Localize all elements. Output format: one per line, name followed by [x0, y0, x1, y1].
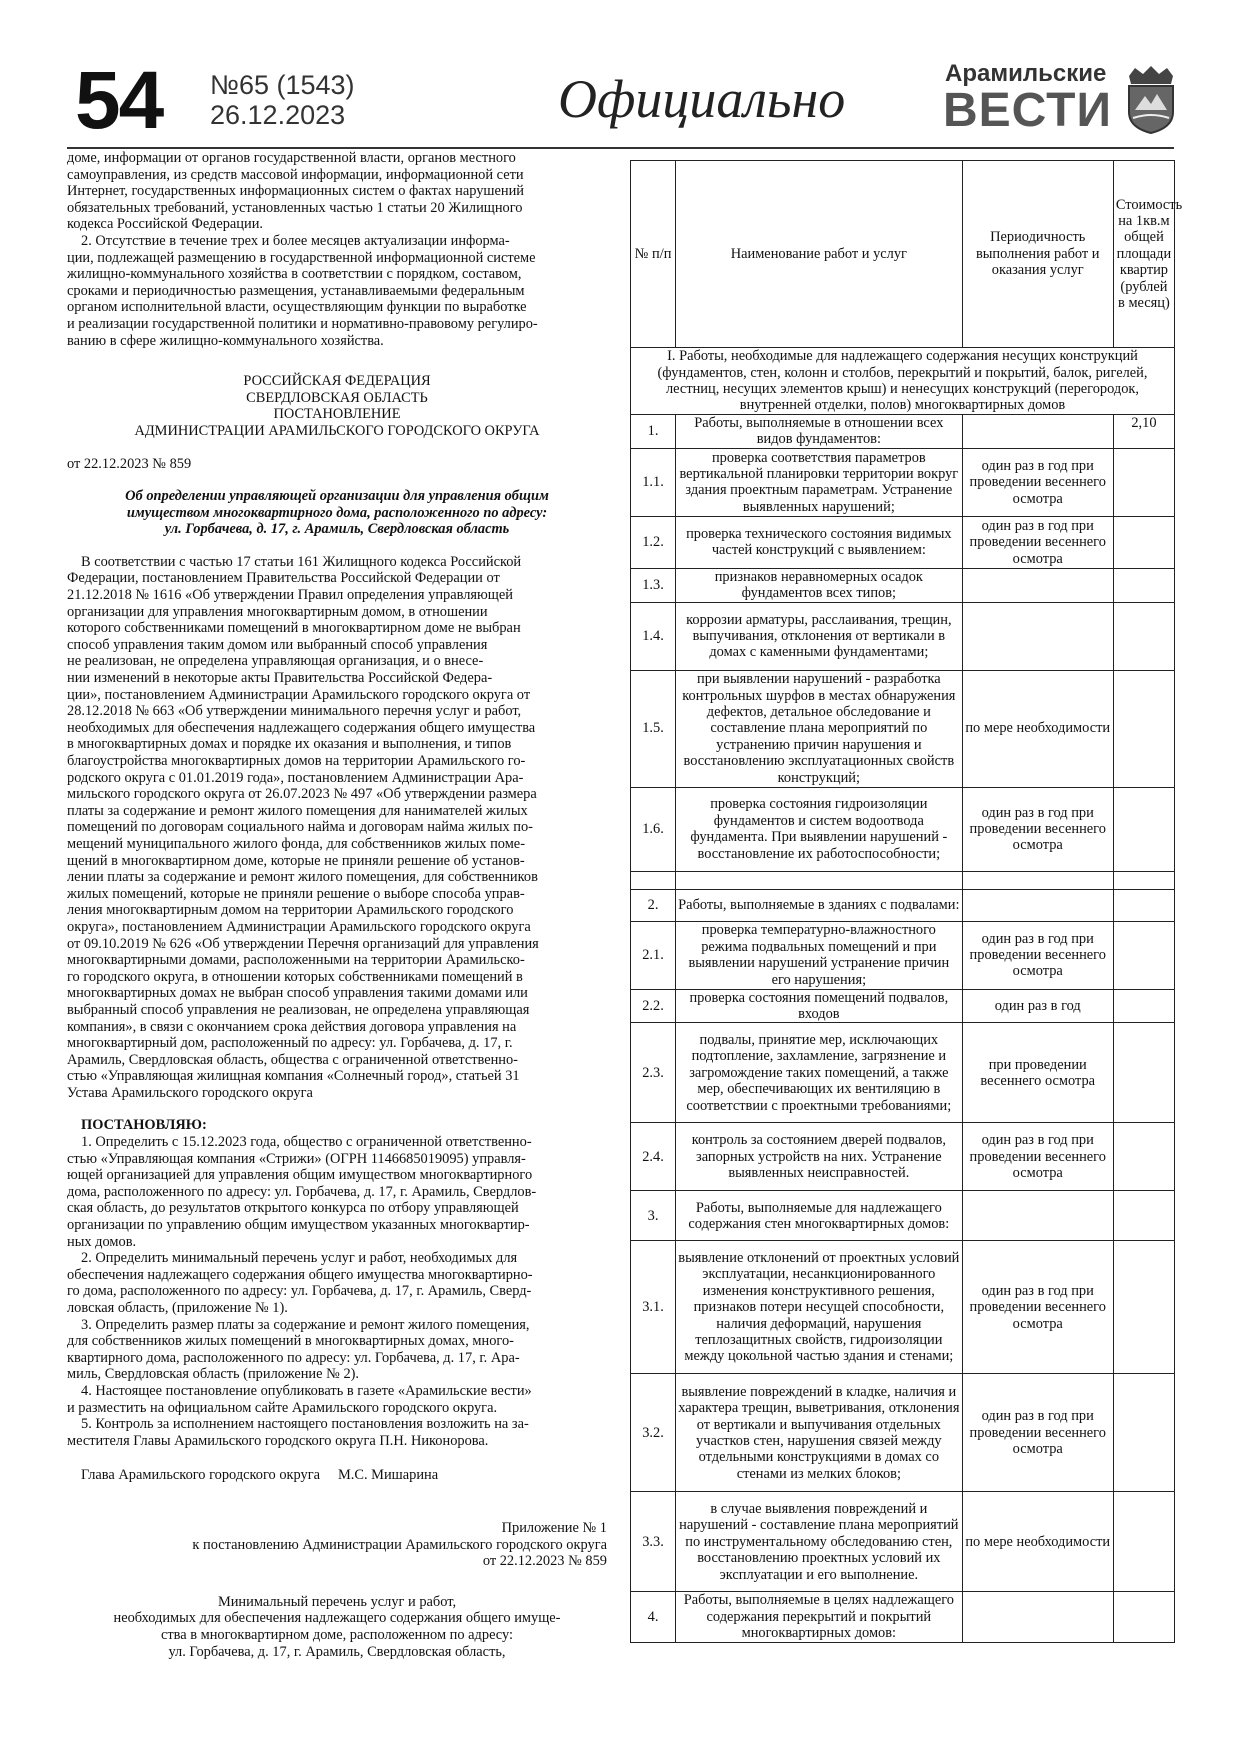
text-line: органом исполнительной власти, осуществляющим функции по выработке: [67, 299, 527, 316]
text-line: ции, подлежащей размещению в государственной информационной системе: [67, 249, 536, 266]
brand-name-top: Арамильские: [945, 60, 1107, 87]
row-name: при выявлении нарушений - разработка контрольных шурфов в местах обнаружения дефектов, детальное обследование и составление плана мероприятий по устранению причин нарушения и восстановлению эксплуатационных свойств конструкций;: [676, 670, 963, 787]
appendix-line: Приложение № 1: [501, 1519, 607, 1536]
text-line: благоустройства многоквартирных домов на территории Арамильского го-: [67, 753, 526, 769]
text-line: ющей организацией для управления общим имуществом многоквартирного: [67, 1167, 533, 1184]
clause-2: [67, 233, 607, 349]
text-line: обязательных требований, установленных частью 1 статьи 20 Жилищного: [67, 199, 523, 216]
heading-line: РОССИЙСКАЯ ФЕДЕРАЦИЯ: [243, 373, 431, 390]
header-cost: Стоимость на 1кв.м общей площади квартир (рублей в месяц): [1113, 161, 1174, 348]
text-line: го дома, расположенного по адресу: ул. Горбачева, д. 17, г. Арамиль, Сверд-: [67, 1283, 532, 1300]
issue-date: 26.12.2023: [210, 100, 346, 130]
issue-number: №65 (1543): [210, 70, 355, 100]
table-row: [631, 1374, 1175, 1492]
row-num: 1.: [631, 415, 676, 449]
text-line: необходимых для обеспечения надлежащего содержания общего имущества: [67, 719, 536, 736]
row-num: 1.4.: [631, 602, 676, 670]
table-row: [631, 670, 1175, 787]
heading-line: СВЕРДЛОВСКАЯ ОБЛАСТЬ: [246, 389, 428, 406]
row-num: 3.2.: [631, 1374, 676, 1492]
section-title-cell: I. Работы, необходимые для надлежащего содержания несущих конструкций (фундаментов, стен, колонн и столбов, перекрытий и покрытий, балок, ригелей, лестниц, несущих элементов крыш) и ненесущих конструкций (перегородок, внутренней отделки, полов) многоквартирных домов: [631, 348, 1175, 415]
row-name: проверка технического состояния видимых частей конструкций с выявлением:: [676, 516, 963, 568]
row-name: проверка температурно-влажностного режима подвальных помещений и при выявлении нарушений устранение причин его нарушения;: [676, 921, 963, 989]
row-name: коррозии арматуры, расслаивания, трещин, выпучивания, отклонения от вертикали в домах с каменными фундаментами;: [676, 602, 963, 670]
row-period: [962, 1592, 1113, 1642]
row-name: Работы, выполняемые в зданиях с подвалами:: [676, 889, 963, 921]
table-row: [631, 921, 1175, 989]
text-line: го городского округа, в отношении которых собственниками помещений в: [67, 968, 523, 985]
text-line: кодекса Российской Федерации.: [67, 216, 264, 233]
list-title-line: ства в многоквартирном доме, расположенном по адресу:: [160, 1626, 514, 1643]
text-line: ская область, до результатов открытого конкурса по отбору управляющей: [67, 1200, 519, 1217]
text-line: нии изменений в некоторые акты Правительства Российской Федера-: [67, 670, 493, 687]
row-cost: [1113, 1023, 1174, 1123]
text-line: способ управления таким домом или выбранный способ управления: [67, 636, 488, 653]
text-line: дома, расположенного по адресу: ул. Горбачева, д. 17, г. Арамиль, Свердлов-: [67, 1183, 537, 1200]
row-period: один раз в год при проведении весеннего осмотра: [962, 516, 1113, 568]
row-period: один раз в год при проведении весеннего осмотра: [962, 787, 1113, 871]
text-line: квартирного дома, расположенного по адресу: ул. Горбачева, д. 17, г. Ара-: [67, 1349, 520, 1366]
row-name: Работы, выполняемые в целях надлежащего содержания перекрытий и покрытий многоквартирных домов:: [676, 1592, 963, 1642]
row-period: [962, 415, 1113, 449]
row-cost: [1113, 670, 1174, 787]
text-line: 5. Контроль за исполнением настоящего постановления возложить на за-: [81, 1416, 529, 1433]
appendix-line: от 22.12.2023 № 859: [482, 1553, 607, 1570]
row-num: 4.: [631, 1592, 676, 1642]
row-name: Работы, выполняемые для надлежащего содержания стен многоквартирных домов:: [676, 1191, 963, 1241]
text-line: 4. Настоящее постановление опубликовать в газете «Арамильские вести»: [81, 1382, 532, 1399]
text-line: ванию в сфере жилищно-коммунального хозяйства.: [67, 332, 384, 349]
text-line: Устава Арамильского городского округа: [67, 1084, 313, 1101]
row-period: один раз в год при проведении весеннего осмотра: [962, 921, 1113, 989]
row-cost: [1113, 1492, 1174, 1592]
header-num: № п/п: [631, 161, 676, 348]
text-line: Интернет, государственных информационных систем о фактах нарушений: [67, 183, 525, 200]
text-line: 3. Определить размер платы за содержание и ремонт жилого помещения,: [81, 1316, 530, 1333]
table-row: [631, 1123, 1175, 1191]
row-cost: [1113, 871, 1174, 889]
appendix-note: [67, 1520, 607, 1570]
row-cost: [1113, 1191, 1174, 1241]
text-line: и разместить на официальном сайте Арамильского городского округа.: [67, 1399, 498, 1416]
text-line: в многоквартирных домах и порядке их оказания и выполнения, и типов: [67, 736, 512, 753]
text-line: ления многоквартирным домом на территории Арамильского городского: [67, 902, 514, 919]
row-name: проверка соответствия параметров вертикальной планировки территории вокруг здания проектным параметрам. Устранение выявленных нарушений;: [676, 448, 963, 516]
row-cost: [1113, 921, 1174, 989]
row-num: 2.2.: [631, 989, 676, 1023]
text-line: Арамиль, Свердловская область, общества с ограниченной ответственно-: [67, 1051, 518, 1068]
table-row: [631, 568, 1175, 602]
text-line: Федерации, постановлением Правительства Российской Федерации от: [67, 570, 500, 587]
text-line: организации по управлению общим имуществом указанных многоквартир-: [67, 1217, 530, 1234]
row-cost: [1113, 568, 1174, 602]
row-period: [962, 568, 1113, 602]
title-line: имуществом многоквартирного дома, расположенного по адресу:: [126, 504, 548, 521]
row-period: один раз в год при проведении весеннего осмотра: [962, 1241, 1113, 1374]
row-num: 3.1.: [631, 1241, 676, 1374]
table-row: [631, 1023, 1175, 1123]
table-row: [631, 415, 1175, 449]
table-row: [631, 989, 1175, 1023]
list-title: [67, 1594, 607, 1660]
text-line: выбранный способ управления не реализован, не определена управляющая: [67, 1001, 530, 1018]
row-period: один раз в год при проведении весеннего осмотра: [962, 1123, 1113, 1191]
list-title-line: необходимых для обеспечения надлежащего содержания общего имуще-: [113, 1610, 561, 1627]
text-line: щений в многоквартирном доме, которые не приняли решение об установ-: [67, 852, 525, 869]
row-num: 1.1.: [631, 448, 676, 516]
row-name: выявление повреждений в кладке, наличия и характера трещин, выветривания, отклонения от вертикали и выпучивания отдельных участков стен, нарушения связей между отдельными конструкциями в домах со стенами из мелких блоков;: [676, 1374, 963, 1492]
row-name: [676, 871, 963, 889]
row-num: 2.4.: [631, 1123, 676, 1191]
text-line: округа», постановлением Администрации Арамильского городского округа: [67, 918, 531, 935]
table-row: [631, 516, 1175, 568]
heading-line: АДМИНИСТРАЦИИ АРАМИЛЬСКОГО ГОРОДСКОГО ОКРУГА: [134, 422, 540, 439]
text-line: 2. Отсутствие в течение трех и более месяцев актуализации информа-: [81, 232, 510, 249]
row-name: подвалы, принятие мер, исключающих подтопление, захламление, загрязнение и загромождение таких помещений, а также мер, обеспечивающих их вентиляцию в соответствии с проектными требованиями;: [676, 1023, 963, 1123]
row-period: один раз в год при проведении весеннего осмотра: [962, 1374, 1113, 1492]
row-cost: [1113, 516, 1174, 568]
row-num: 1.3.: [631, 568, 676, 602]
table-row: [631, 1191, 1175, 1241]
list-title-line: Минимальный перечень услуг и работ,: [217, 1593, 457, 1610]
text-line: самоуправления, из средств массовой информации, информационной сети: [67, 166, 524, 183]
text-line: миль, Свердловская область (приложение № 2).: [67, 1366, 360, 1383]
row-name: в случае выявления повреждений и нарушений - составление плана мероприятий по инструментальному обследованию стен, восстановлению проектных условий их эксплуатации и его выполнение.: [676, 1492, 963, 1592]
row-period: [962, 1191, 1113, 1241]
text-line: сроками и периодичностью размещения, устанавливаемыми федеральным: [67, 282, 525, 299]
text-line: В соответствии с частью 17 статьи 161 Жилищного кодекса Российской: [81, 553, 522, 570]
table-header-row: [631, 161, 1175, 348]
coat-of-arms-icon: [1125, 62, 1177, 134]
header-name: Наименование работ и услуг: [676, 161, 963, 348]
row-period: [962, 889, 1113, 921]
signature: Глава Арамильского городского округа М.С. Мишарина: [81, 1467, 439, 1484]
text-line: многоквартирных домах не выбран способ управления такими домами или: [67, 985, 528, 1002]
table-row: [631, 602, 1175, 670]
text-line: многоквартирными домами, расположенными на территории Арамильско-: [67, 952, 525, 969]
text-line: 2. Определить минимальный перечень услуг и работ, необходимых для: [81, 1250, 518, 1267]
row-name: контроль за состоянием дверей подвалов, запорных устройств на них. Устранение выявленных неисправностей.: [676, 1123, 963, 1191]
row-cost: [1113, 1123, 1174, 1191]
title-line: Об определении управляющей организации для управления общим: [125, 488, 549, 505]
text-line: организации для управления многоквартирным домом, в отношении: [67, 603, 488, 620]
text-line: стью «Управляющая жилищная компания «Солнечный город», статьей 31: [67, 1068, 520, 1085]
row-num: 2.1.: [631, 921, 676, 989]
issue-info: [210, 70, 355, 130]
text-line: и реализации государственной политики и нормативно-правовому регулиро-: [67, 315, 538, 332]
heading-line: ПОСТАНОВЛЕНИЕ: [273, 406, 401, 423]
text-line: 28.12.2018 № 663 «Об утверждении минимального перечня услуг и работ,: [67, 703, 522, 720]
row-period: при проведении весеннего осмотра: [962, 1023, 1113, 1123]
row-period: по мере необходимости: [962, 1492, 1113, 1592]
text-line: местителя Главы Арамильского городского округа П.Н. Никонорова.: [67, 1432, 489, 1449]
row-num: 3.3.: [631, 1492, 676, 1592]
row-cost: [1113, 1374, 1174, 1492]
intro-text: [67, 150, 607, 233]
text-line: ции», постановлением Администрации Арамильского городского округа от: [67, 686, 531, 703]
table-row: [631, 871, 1175, 889]
text-line: помещений по договорам социального найма и договорам найма жилых по-: [67, 819, 533, 836]
table-row: [631, 889, 1175, 921]
preamble: [67, 554, 607, 1102]
title-line: ул. Горбачева, д. 17, г. Арамиль, Свердловская область: [164, 521, 510, 538]
table-row: [631, 1241, 1175, 1374]
decree-heading: [67, 373, 607, 439]
row-name: признаков неравномерных осадок фундаментов всех типов;: [676, 568, 963, 602]
left-column: [67, 150, 607, 1660]
text-line: для собственников жилых помещений в многоквартирных домах, много-: [67, 1333, 514, 1350]
decree-date: от 22.12.2023 № 859: [67, 455, 192, 472]
text-line: ных домов.: [67, 1233, 137, 1250]
resolve-clauses: [67, 1134, 607, 1449]
section-row: [631, 348, 1175, 415]
text-line: ловская область, (приложение № 1).: [67, 1300, 288, 1316]
row-period: один раз в год при проведении весеннего осмотра: [962, 448, 1113, 516]
brand-name-main: ВЕСТИ: [943, 84, 1112, 137]
decree-title: [67, 488, 607, 538]
text-line: от 09.10.2019 № 626 «Об утверждении Перечня организаций для управления: [67, 935, 539, 952]
row-cost: [1113, 889, 1174, 921]
row-name: проверка состояния помещений подвалов, входов: [676, 989, 963, 1023]
page-number: 54: [75, 55, 163, 146]
row-cost: [1113, 989, 1174, 1023]
row-cost: 2,10: [1113, 415, 1174, 449]
header-period: Периодичность выполнения работ и оказания услуг: [962, 161, 1113, 348]
text-line: мещений муниципального жилого фонда, для собственников жилых поме-: [67, 835, 525, 852]
list-title-line: ул. Горбачева, д. 17, г. Арамиль, Свердловская область,: [168, 1643, 506, 1660]
text-line: стью «Управляющая компания «Стрижи» (ОГРН 1146685019095) управля-: [67, 1150, 526, 1167]
row-name: Работы, выполняемые в отношении всех видов фундаментов:: [676, 415, 963, 449]
text-line: которого собственниками помещений в многоквартирном доме не выбран: [67, 620, 521, 637]
appendix-line: к постановлению Администрации Арамильского городского округа: [192, 1536, 607, 1553]
row-cost: [1113, 1592, 1174, 1642]
text-line: обеспечения надлежащего содержания общего имущества многоквартирно-: [67, 1266, 533, 1283]
row-period: [962, 602, 1113, 670]
text-line: доме, информации от органов государственной власти, органов местного: [67, 150, 516, 166]
row-cost: [1113, 448, 1174, 516]
text-line: компания», в связи с окончанием срока действия договора управления на: [67, 1018, 517, 1035]
section-title: Официально: [558, 69, 846, 129]
header-rule: [67, 147, 1174, 149]
row-num: 3.: [631, 1191, 676, 1241]
row-num: 2.: [631, 889, 676, 921]
text-line: многоквартирный дом, расположенный по адресу: ул. Горбачева, д. 17, г.: [67, 1035, 513, 1052]
table-row: [631, 448, 1175, 516]
table-row: [631, 1492, 1175, 1592]
text-line: жилых помещений, которые не приняли решение о выборе способа управ-: [67, 885, 525, 902]
table-row: [631, 787, 1175, 871]
row-cost: [1113, 787, 1174, 871]
text-line: платы за содержание и ремонт жилого помещения для нанимателей жилых: [67, 802, 528, 819]
text-line: 1. Определить с 15.12.2023 года, общество с ограниченной ответственно-: [81, 1134, 532, 1151]
resolve-heading: ПОСТАНОВЛЯЮ:: [81, 1117, 207, 1134]
text-line: жилищно-коммунального хозяйства в соответствии с порядком, составом,: [67, 266, 522, 283]
row-num: 1.5.: [631, 670, 676, 787]
text-line: лении платы за содержание и ремонт жилого помещения, для собственников: [67, 869, 538, 886]
text-line: родского округа с 01.01.2019 года», постановлением Администрации Ара-: [67, 769, 524, 786]
row-num: [631, 871, 676, 889]
row-num: 2.3.: [631, 1023, 676, 1123]
row-num: 1.2.: [631, 516, 676, 568]
row-name: выявление отклонений от проектных условий эксплуатации, несанкционированного изменения конструктивного решения, признаков потери несущей способности, наличия деформаций, нарушения теплозащитных свойств, гидроизоляции между цокольной частью здания и стенами;: [676, 1241, 963, 1374]
table-row: [631, 1592, 1175, 1642]
text-line: 21.12.2018 № 1616 «Об утверждении Правил определения управляющей: [67, 587, 513, 604]
services-table: [630, 160, 1183, 1643]
text-line: не реализован, не определена управляющая организация, и о внесе-: [67, 653, 484, 670]
row-period: по мере необходимости: [962, 670, 1113, 787]
row-cost: [1113, 1241, 1174, 1374]
row-num: 1.6.: [631, 787, 676, 871]
row-cost: [1113, 602, 1174, 670]
row-name: проверка состояния гидроизоляции фундаментов и систем водоотвода фундамента. При выявлении нарушений - восстановление их работоспособности;: [676, 787, 963, 871]
row-period: один раз в год: [962, 989, 1113, 1023]
row-period: [962, 871, 1113, 889]
text-line: мильского городского округа от 26.07.2023 № 497 «Об утверждении размера: [67, 786, 537, 803]
